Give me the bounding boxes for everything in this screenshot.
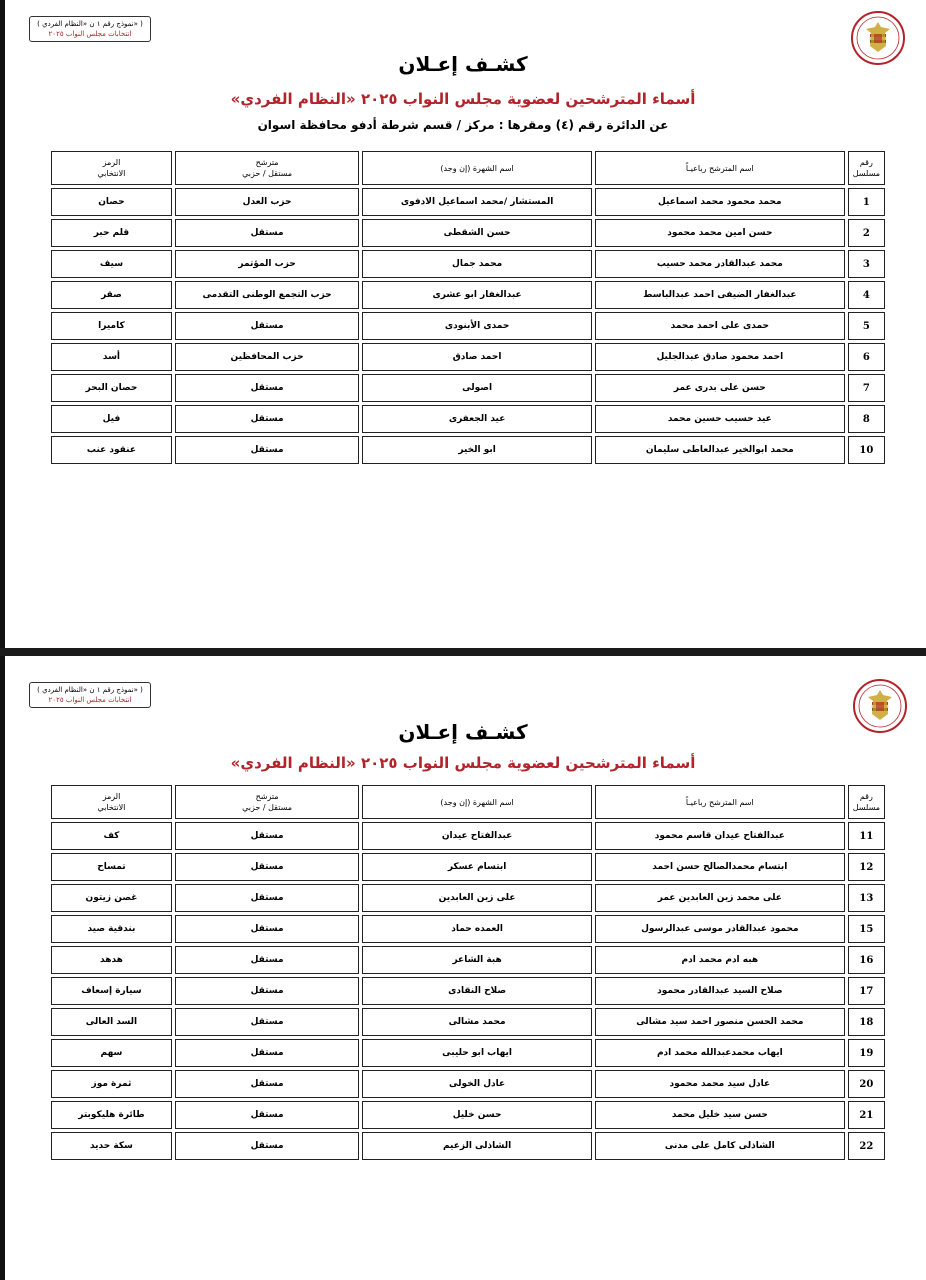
candidate-name-cell: محمد عبدالقادر محمد حسيب [595, 250, 845, 278]
table-row [51, 312, 885, 340]
nickname-cell: عادل الخولى [362, 1070, 592, 1098]
candidate-name-cell: محمود عبدالقادر موسى عبدالرسول [595, 915, 845, 943]
page-subtitle: أسماء المترشحين لعضوية مجلس النواب ٢٠٢٥ «النظام الفردي» [230, 754, 696, 772]
page-title: كشـف إعـلان [398, 52, 528, 76]
table-row [51, 343, 885, 371]
candidate-type-cell: مستقل [175, 884, 359, 912]
page-edge [0, 656, 5, 1280]
candidate-name-cell: ابتسام محمدالصالح حسن احمد [595, 853, 845, 881]
candidate-type-cell: حزب المحافظين [175, 343, 359, 371]
serial-cell: 18 [848, 1008, 885, 1036]
district-line: عن الدائرة رقم (٤) ومقرها : مركز / قسم شرطة أدفو محافظة اسوان [257, 118, 669, 132]
electoral-symbol-cell: السد العالى [51, 1008, 172, 1036]
candidate-type-cell: حزب المؤتمر [175, 250, 359, 278]
candidate-type-cell: مستقل [175, 822, 359, 850]
table-row [51, 884, 885, 912]
form-label-stamp [29, 682, 151, 708]
candidate-type-cell: مستقل [175, 977, 359, 1005]
header-nickname: اسم الشهرة (إن وجد) [362, 151, 592, 185]
table-row [51, 822, 885, 850]
candidate-name-cell: عبدالغفار الضيفى احمد عبدالباسط [595, 281, 845, 309]
nickname-cell: حسن خليل [362, 1101, 592, 1129]
candidate-name-cell: هبه ادم محمد ادم [595, 946, 845, 974]
table-header-row [51, 785, 885, 819]
electoral-symbol-cell: أسد [51, 343, 172, 371]
candidate-type-cell: مستقل [175, 436, 359, 464]
electoral-symbol-cell: تمساح [51, 853, 172, 881]
candidate-type-cell: مستقل [175, 1132, 359, 1160]
header-name: اسم المترشح رباعيـاً [595, 785, 845, 819]
candidate-type-cell: مستقل [175, 1039, 359, 1067]
serial-cell: 2 [848, 219, 885, 247]
candidate-type-cell: حزب التجمع الوطنى التقدمى [175, 281, 359, 309]
candidate-name-cell: عبدالفتاح عيدان قاسم محمود [595, 822, 845, 850]
candidate-name-cell: صلاح السيد عبدالقادر محمود [595, 977, 845, 1005]
electoral-symbol-cell: سهم [51, 1039, 172, 1067]
electoral-symbol-cell: فيل [51, 405, 172, 433]
nickname-cell: حمدى الأبنودى [362, 312, 592, 340]
serial-cell: 6 [848, 343, 885, 371]
nickname-cell: هبة الشاعر [362, 946, 592, 974]
serial-cell: 12 [848, 853, 885, 881]
candidate-type-cell: مستقل [175, 1101, 359, 1129]
header-serial: رقم مسلسل [848, 785, 885, 819]
electoral-symbol-cell: سكة حديد [51, 1132, 172, 1160]
candidate-name-cell: محمد ابوالخير عبدالعاطى سليمان [595, 436, 845, 464]
table-row [51, 853, 885, 881]
serial-cell: 3 [848, 250, 885, 278]
candidate-name-cell: محمد الحسن منصور احمد سيد مشالى [595, 1008, 845, 1036]
electoral-symbol-cell: صقر [51, 281, 172, 309]
nickname-cell: عبدالفتاح عيدان [362, 822, 592, 850]
serial-cell: 7 [848, 374, 885, 402]
candidate-name-cell: عيد حسيب حسين محمد [595, 405, 845, 433]
candidate-type-cell: مستقل [175, 915, 359, 943]
nickname-cell: محمد جمال [362, 250, 592, 278]
form-label-line2: انتخابات مجلس النواب ٢٠٢٥ [48, 696, 132, 704]
page-separator [0, 648, 926, 656]
table-row [51, 219, 885, 247]
candidate-type-cell: مستقل [175, 853, 359, 881]
serial-cell: 21 [848, 1101, 885, 1129]
nickname-cell: محمد مشالى [362, 1008, 592, 1036]
serial-cell: 1 [848, 188, 885, 216]
electoral-symbol-cell: هدهد [51, 946, 172, 974]
candidate-name-cell: محمد محمود محمد اسماعيل [595, 188, 845, 216]
table-row [51, 281, 885, 309]
serial-cell: 16 [848, 946, 885, 974]
table-row [51, 436, 885, 464]
electoral-symbol-cell: كف [51, 822, 172, 850]
serial-cell: 11 [848, 822, 885, 850]
nickname-cell: المستشار /محمد اسماعيل الادفوى [362, 188, 592, 216]
serial-cell: 17 [848, 977, 885, 1005]
serial-cell: 19 [848, 1039, 885, 1067]
candidate-name-cell: الشاذلى كامل على مدنى [595, 1132, 845, 1160]
header-name: اسم المترشح رباعيـاً [595, 151, 845, 185]
serial-cell: 13 [848, 884, 885, 912]
serial-cell: 8 [848, 405, 885, 433]
nickname-cell: عبدالغفار ابو عشرى [362, 281, 592, 309]
nickname-cell: عيد الجعفرى [362, 405, 592, 433]
nickname-cell: ابتسام عسكر [362, 853, 592, 881]
announcement-page-2 [0, 656, 926, 1280]
table-row [51, 1070, 885, 1098]
header-nickname: اسم الشهرة (إن وجد) [362, 785, 592, 819]
page-title: كشـف إعـلان [398, 720, 528, 744]
electoral-symbol-cell: بندقية صيد [51, 915, 172, 943]
candidate-type-cell: مستقل [175, 405, 359, 433]
serial-cell: 15 [848, 915, 885, 943]
form-label-line1: ( نموذج رقم ١ ن «النظام الفردي» ) [37, 20, 143, 28]
serial-cell: 22 [848, 1132, 885, 1160]
table-row [51, 1008, 885, 1036]
serial-cell: 4 [848, 281, 885, 309]
table-row [51, 977, 885, 1005]
electoral-symbol-cell: طائرة هليكوبتر [51, 1101, 172, 1129]
candidate-name-cell: حسن امين محمد محمود [595, 219, 845, 247]
form-label-stamp [29, 16, 151, 42]
electoral-symbol-cell: سيارة إسعاف [51, 977, 172, 1005]
candidate-type-cell: مستقل [175, 312, 359, 340]
nickname-cell: حسن الشقطى [362, 219, 592, 247]
table-row [51, 250, 885, 278]
candidate-type-cell: مستقل [175, 1008, 359, 1036]
nickname-cell: صلاح النقادى [362, 977, 592, 1005]
table-header-row [51, 151, 885, 185]
electoral-symbol-cell: غصن زيتون [51, 884, 172, 912]
electoral-symbol-cell: قلم حبر [51, 219, 172, 247]
candidate-type-cell: مستقل [175, 1070, 359, 1098]
page-subtitle: أسماء المترشحين لعضوية مجلس النواب ٢٠٢٥ «النظام الفردي» [230, 90, 696, 108]
candidates-table-1 [48, 148, 888, 467]
nickname-cell: ابو الخير [362, 436, 592, 464]
serial-cell: 10 [848, 436, 885, 464]
nickname-cell: على زين العابدين [362, 884, 592, 912]
table-row [51, 1101, 885, 1129]
nickname-cell: ايهاب ابو حليبى [362, 1039, 592, 1067]
candidate-type-cell: مستقل [175, 374, 359, 402]
form-label-line2: انتخابات مجلس النواب ٢٠٢٥ [48, 30, 132, 38]
electoral-symbol-cell: كاميرا [51, 312, 172, 340]
table-row [51, 374, 885, 402]
electoral-symbol-cell: حصان البحر [51, 374, 172, 402]
candidate-name-cell: حسن سيد خليل محمد [595, 1101, 845, 1129]
serial-cell: 20 [848, 1070, 885, 1098]
candidate-name-cell: على محمد زين العابدين عمر [595, 884, 845, 912]
serial-cell: 5 [848, 312, 885, 340]
nickname-cell: العمده حماد [362, 915, 592, 943]
candidate-name-cell: حسن على بدرى عمر [595, 374, 845, 402]
candidate-type-cell: مستقل [175, 946, 359, 974]
nickname-cell: احمد صادق [362, 343, 592, 371]
table-row [51, 405, 885, 433]
nickname-cell: الشاذلى الزعيم [362, 1132, 592, 1160]
header-type: مترشح مستقل / حزبي [175, 785, 359, 819]
candidate-name-cell: حمدى على احمد محمد [595, 312, 845, 340]
electoral-symbol-cell: سيف [51, 250, 172, 278]
header-symbol: الرمز الانتخابي [51, 151, 172, 185]
header-symbol: الرمز الانتخابي [51, 785, 172, 819]
candidate-name-cell: ايهاب محمدعبدالله محمد ادم [595, 1039, 845, 1067]
table-row [51, 1132, 885, 1160]
candidates-table-2 [48, 782, 888, 1163]
candidate-name-cell: احمد محمود صادق عبدالجليل [595, 343, 845, 371]
candidate-name-cell: عادل سيد محمد محمود [595, 1070, 845, 1098]
nickname-cell: اصولى [362, 374, 592, 402]
candidate-type-cell: حزب العدل [175, 188, 359, 216]
form-label-line1: ( نموذج رقم ١ ن «النظام الفردي» ) [37, 686, 143, 694]
header-type: مترشح مستقل / حزبي [175, 151, 359, 185]
table-row [51, 946, 885, 974]
table-row [51, 915, 885, 943]
candidate-type-cell: مستقل [175, 219, 359, 247]
electoral-symbol-cell: حصان [51, 188, 172, 216]
electoral-symbol-cell: عنقود عنب [51, 436, 172, 464]
table-row [51, 1039, 885, 1067]
table-row [51, 188, 885, 216]
header-serial: رقم مسلسل [848, 151, 885, 185]
electoral-symbol-cell: ثمرة موز [51, 1070, 172, 1098]
